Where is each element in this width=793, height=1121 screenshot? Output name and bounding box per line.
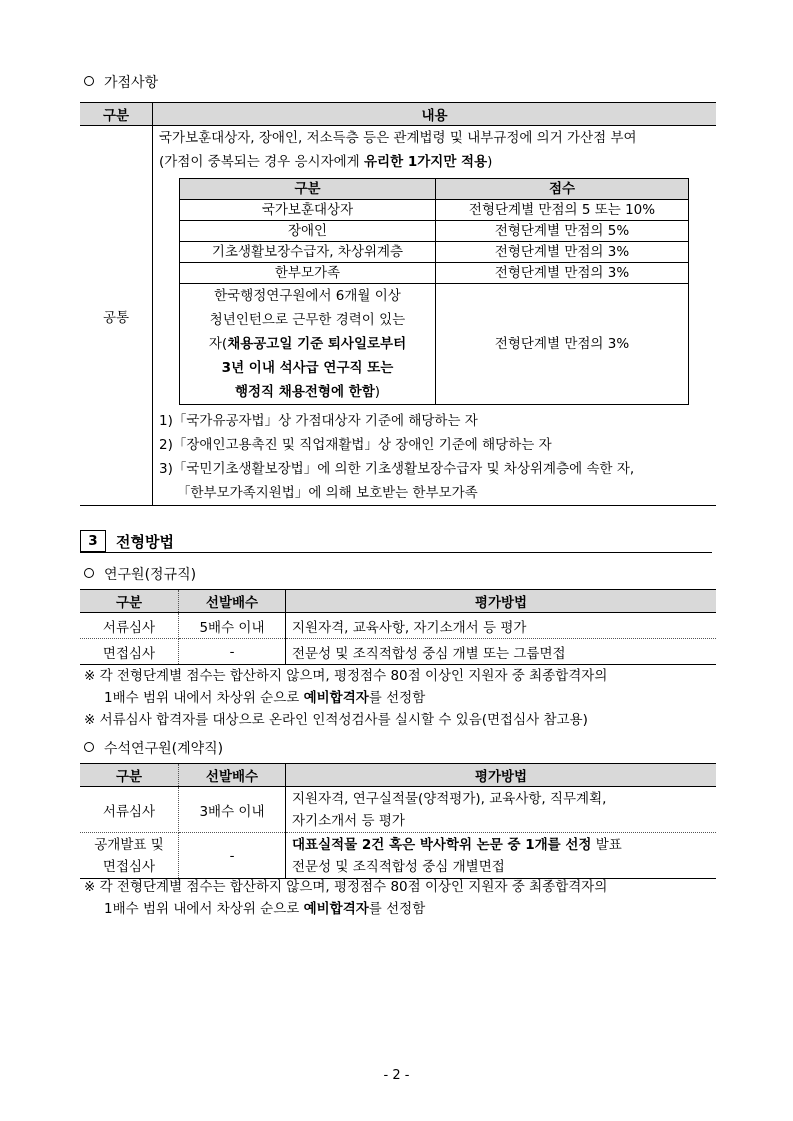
intern-score: 전형단계별 만점의 3%: [436, 284, 689, 405]
section-header: [80, 530, 712, 553]
circle-bullet-icon: [84, 742, 94, 752]
circle-bullet-icon: [84, 568, 94, 578]
bonus-score-table: [179, 178, 689, 405]
footnote-3-cont: 「한부모가족지원법」에 의해 보호받는 한부모가족: [177, 485, 478, 501]
table-row: 공개발표 및 면접심사 - 대표실적물 2건 혹은 박사학위 논문 중 1개를 선정 발표 전문성 및 조직적합성 중심 개별면접: [80, 833, 716, 879]
content-cell: [153, 126, 717, 506]
senior-researcher-heading: 수석연구원(계약직): [84, 738, 223, 758]
section-number: 3: [80, 530, 106, 552]
page-number: - 2 -: [383, 1068, 410, 1083]
col-header-category: 구분: [80, 764, 179, 787]
bonus-points-heading: 가점사항: [84, 72, 158, 92]
regular-evaluation-table: [80, 589, 716, 665]
col-header-method: 평가방법: [286, 590, 717, 613]
regular-notes: ※ 각 전형단계별 점수는 합산하지 않으며, 평정점수 80점 이상인 지원자 중 최종합격자의 1배수 범위 내에서 차상위 순으로 예비합격자를 선정함 ※ 서류심사 합격자를 대상으로 온라인 인적성검사를 실시할 수 있음(면접심사 참고용): [84, 668, 608, 728]
col-header-method: 평가방법: [286, 764, 717, 787]
col-header-multiple: 선발배수: [179, 764, 286, 787]
section-title: 전형방법: [116, 533, 174, 551]
footnote-2: 2)「장애인고용촉진 및 직업재활법」상 장애인 기준에 해당하는 자: [159, 437, 552, 453]
regular-researcher-heading: 연구원(정규직): [84, 564, 196, 584]
intro-line-1: 국가보훈대상자, 장애인, 저소득층 등은 관계법령 및 내부규정에 의거 가산점 부여: [159, 130, 637, 146]
table-row: 서류심사 3배수 이내 지원자격, 연구실적물(양적평가), 교육사항, 직무계획, 자기소개서 등 평가: [80, 787, 716, 833]
contract-evaluation-table: [80, 763, 716, 879]
col-header-content: 내용: [153, 103, 717, 126]
circle-bullet-icon: [84, 76, 94, 86]
table-row: 서류심사 5배수 이내 지원자격, 교육사항, 자기소개서 등 평가: [80, 613, 716, 639]
footnote-3: 3)「국민기초생활보장법」에 의한 기초생활보장수급자 및 차상위계층에 속한 자,: [159, 461, 635, 477]
intro-line-2: (가점이 중복되는 경우 응시자에게 유리한 1가지만 적용): [159, 154, 493, 170]
table-row: 한부모가족 전형단계별 만점의 3%: [180, 263, 689, 284]
intern-category: 한국행정연구원에서 6개월 이상 청년인턴으로 근무한 경력이 있는 자(채용공고일 기준 퇴사일로부터 3년 이내 석사급 연구직 또는 행정직 채용전형에 한함): [180, 284, 436, 405]
bonus-points-table: [80, 102, 716, 506]
table-row: [180, 284, 689, 405]
inner-header-category: 구분: [180, 179, 436, 200]
table-row: 국가보훈대상자 전형단계별 만점의 5 또는 10%: [180, 200, 689, 221]
table-row: 장애인 전형단계별 만점의 5%: [180, 221, 689, 242]
col-header-category: 구분: [80, 590, 179, 613]
col-header-multiple: 선발배수: [179, 590, 286, 613]
contract-notes: ※ 각 전형단계별 점수는 합산하지 않으며, 평정점수 80점 이상인 지원자 중 최종합격자의 1배수 범위 내에서 차상위 순으로 예비합격자를 선정함: [84, 879, 608, 917]
table-row: 기초생활보장수급자, 차상위계층 전형단계별 만점의 3%: [180, 242, 689, 263]
footnote-1: 1)「국가유공자법」상 가점대상자 기준에 해당하는 자: [159, 413, 478, 429]
table-row: 면접심사 - 전문성 및 조직적합성 중심 개별 또는 그룹면접: [80, 639, 716, 665]
inner-header-score: 점수: [436, 179, 689, 200]
category-common: 공통: [80, 126, 153, 506]
col-header-category: 구분: [80, 103, 153, 126]
